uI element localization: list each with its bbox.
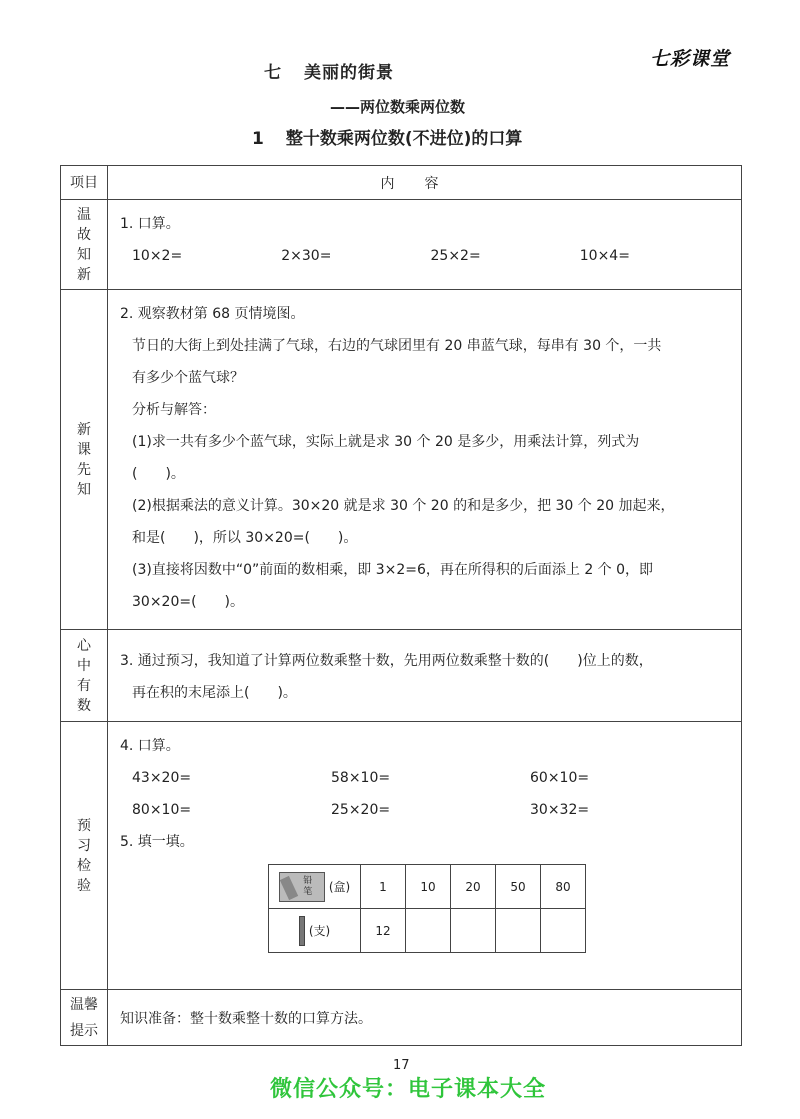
row-new-lesson bbox=[61, 290, 742, 630]
column-header-item: 项目 bbox=[61, 166, 108, 200]
pencil-icon bbox=[299, 916, 305, 946]
row-check bbox=[61, 722, 742, 990]
unit-number: 七 bbox=[264, 63, 282, 83]
box-unit: (盒) bbox=[328, 879, 351, 894]
header-row bbox=[61, 166, 742, 200]
exercise: 10×2= bbox=[132, 248, 183, 264]
stick-value: 12 bbox=[361, 909, 406, 953]
check-content bbox=[108, 722, 742, 990]
exercise: 2×30= bbox=[281, 248, 332, 264]
tip-content: 知识准备：整十数乘整十数的口算方法。 bbox=[108, 990, 742, 1046]
logo-text: 七彩课堂 bbox=[650, 48, 731, 70]
mind-label: 心 中 有 数 bbox=[61, 630, 108, 722]
mind-content: 3. 通过预习，我知道了计算两位数乘整十数，先用两位数乘整十数的( )位上的数， 再在积的末尾添上( )。 bbox=[108, 630, 742, 722]
worksheet-table bbox=[60, 165, 742, 1046]
question-3[interactable]: 3. 通过预习，我知道了计算两位数乘整十数，先用两位数乘整十数的( )位上的数， bbox=[120, 652, 653, 669]
box-header bbox=[269, 865, 361, 909]
watermark: 微信公众号：电子课本大全 bbox=[270, 1077, 547, 1102]
tip-label: 温馨 提示 bbox=[61, 990, 108, 1046]
lesson-number: 1 bbox=[252, 129, 264, 149]
exercise: 30×32= bbox=[530, 802, 590, 818]
exercise: 80×10= bbox=[132, 802, 192, 818]
box-value: 50 bbox=[496, 865, 541, 909]
exercise: 10×4= bbox=[579, 248, 630, 264]
publisher-logo bbox=[650, 44, 730, 71]
mental-math-row-2 bbox=[120, 794, 729, 826]
new-lesson-label: 新 课 先 知 bbox=[61, 290, 108, 630]
stick-answer-cell[interactable] bbox=[406, 909, 451, 953]
box-value: 20 bbox=[451, 865, 496, 909]
unit-subtitle: ——两位数乘两位数 bbox=[330, 98, 466, 116]
unit-title-text: 美丽的街景 bbox=[304, 63, 394, 83]
box-value: 10 bbox=[406, 865, 451, 909]
question-5: 5. 填一填。 bbox=[120, 834, 194, 850]
review-exercises bbox=[120, 240, 729, 272]
answer-blank[interactable]: 30×20=( )。 bbox=[132, 594, 245, 610]
answer-blank[interactable]: ( )。 bbox=[132, 466, 185, 482]
stick-answer-cell[interactable] bbox=[496, 909, 541, 953]
exercise: 58×10= bbox=[331, 770, 391, 786]
question-4: 4. 口算。 bbox=[120, 738, 180, 754]
stick-answer-cell[interactable] bbox=[541, 909, 586, 953]
box-value: 1 bbox=[361, 865, 406, 909]
row-mind bbox=[61, 630, 742, 722]
row-tip bbox=[61, 990, 742, 1046]
mental-math-row-1 bbox=[120, 762, 729, 794]
review-label: 温 故 知 新 bbox=[61, 200, 108, 290]
box-row bbox=[269, 865, 586, 909]
pencil-table bbox=[268, 864, 586, 953]
page-number: 17 bbox=[393, 1058, 410, 1073]
exercise: 25×2= bbox=[430, 248, 481, 264]
unit-title bbox=[264, 58, 394, 83]
stick-header bbox=[269, 909, 361, 953]
new-lesson-content: 2. 观察教材第 68 页情境图。 节日的大街上到处挂满了气球，右边的气球团里有 20 串蓝气球，每串有 30 个，一共 有多少个蓝气球？ 分析与解答： (1)求一共有多少个蓝气球，实际上就是求 30 个 20 是多少，用乘法计算，列式为 ( )。 (2)根据乘法的意义计算。30×20 就是求 30 个 20 的和是多少，把 30 个 20 加起来， 和是( )，所以 30×20=( )。 (3)直接将因数中“0”前面的数相乘，即 3×2=6，再在所得积的后面添上 2 个 0，即 30×20=( )。 bbox=[108, 290, 742, 630]
question-2: 2. 观察教材第 68 页情境图。 bbox=[120, 306, 305, 322]
row-review bbox=[61, 200, 742, 290]
pencil-box-icon: 铅笔 bbox=[279, 872, 325, 902]
lesson-title-text: 整十数乘两位数(不进位)的口算 bbox=[285, 129, 523, 149]
answer-blank[interactable]: 和是( )，所以 30×20=( )。 bbox=[132, 530, 358, 546]
column-header-content: 内容 bbox=[108, 166, 742, 200]
question-1: 1. 口算。 bbox=[120, 216, 180, 232]
stick-unit: (支) bbox=[308, 923, 331, 938]
stick-row bbox=[269, 909, 586, 953]
exercise: 60×10= bbox=[530, 770, 590, 786]
lesson-title bbox=[252, 124, 522, 149]
exercise: 43×20= bbox=[132, 770, 192, 786]
review-content bbox=[108, 200, 742, 290]
check-label: 预 习 检 验 bbox=[61, 722, 108, 990]
stick-answer-cell[interactable] bbox=[451, 909, 496, 953]
exercise: 25×20= bbox=[331, 802, 391, 818]
box-value: 80 bbox=[541, 865, 586, 909]
